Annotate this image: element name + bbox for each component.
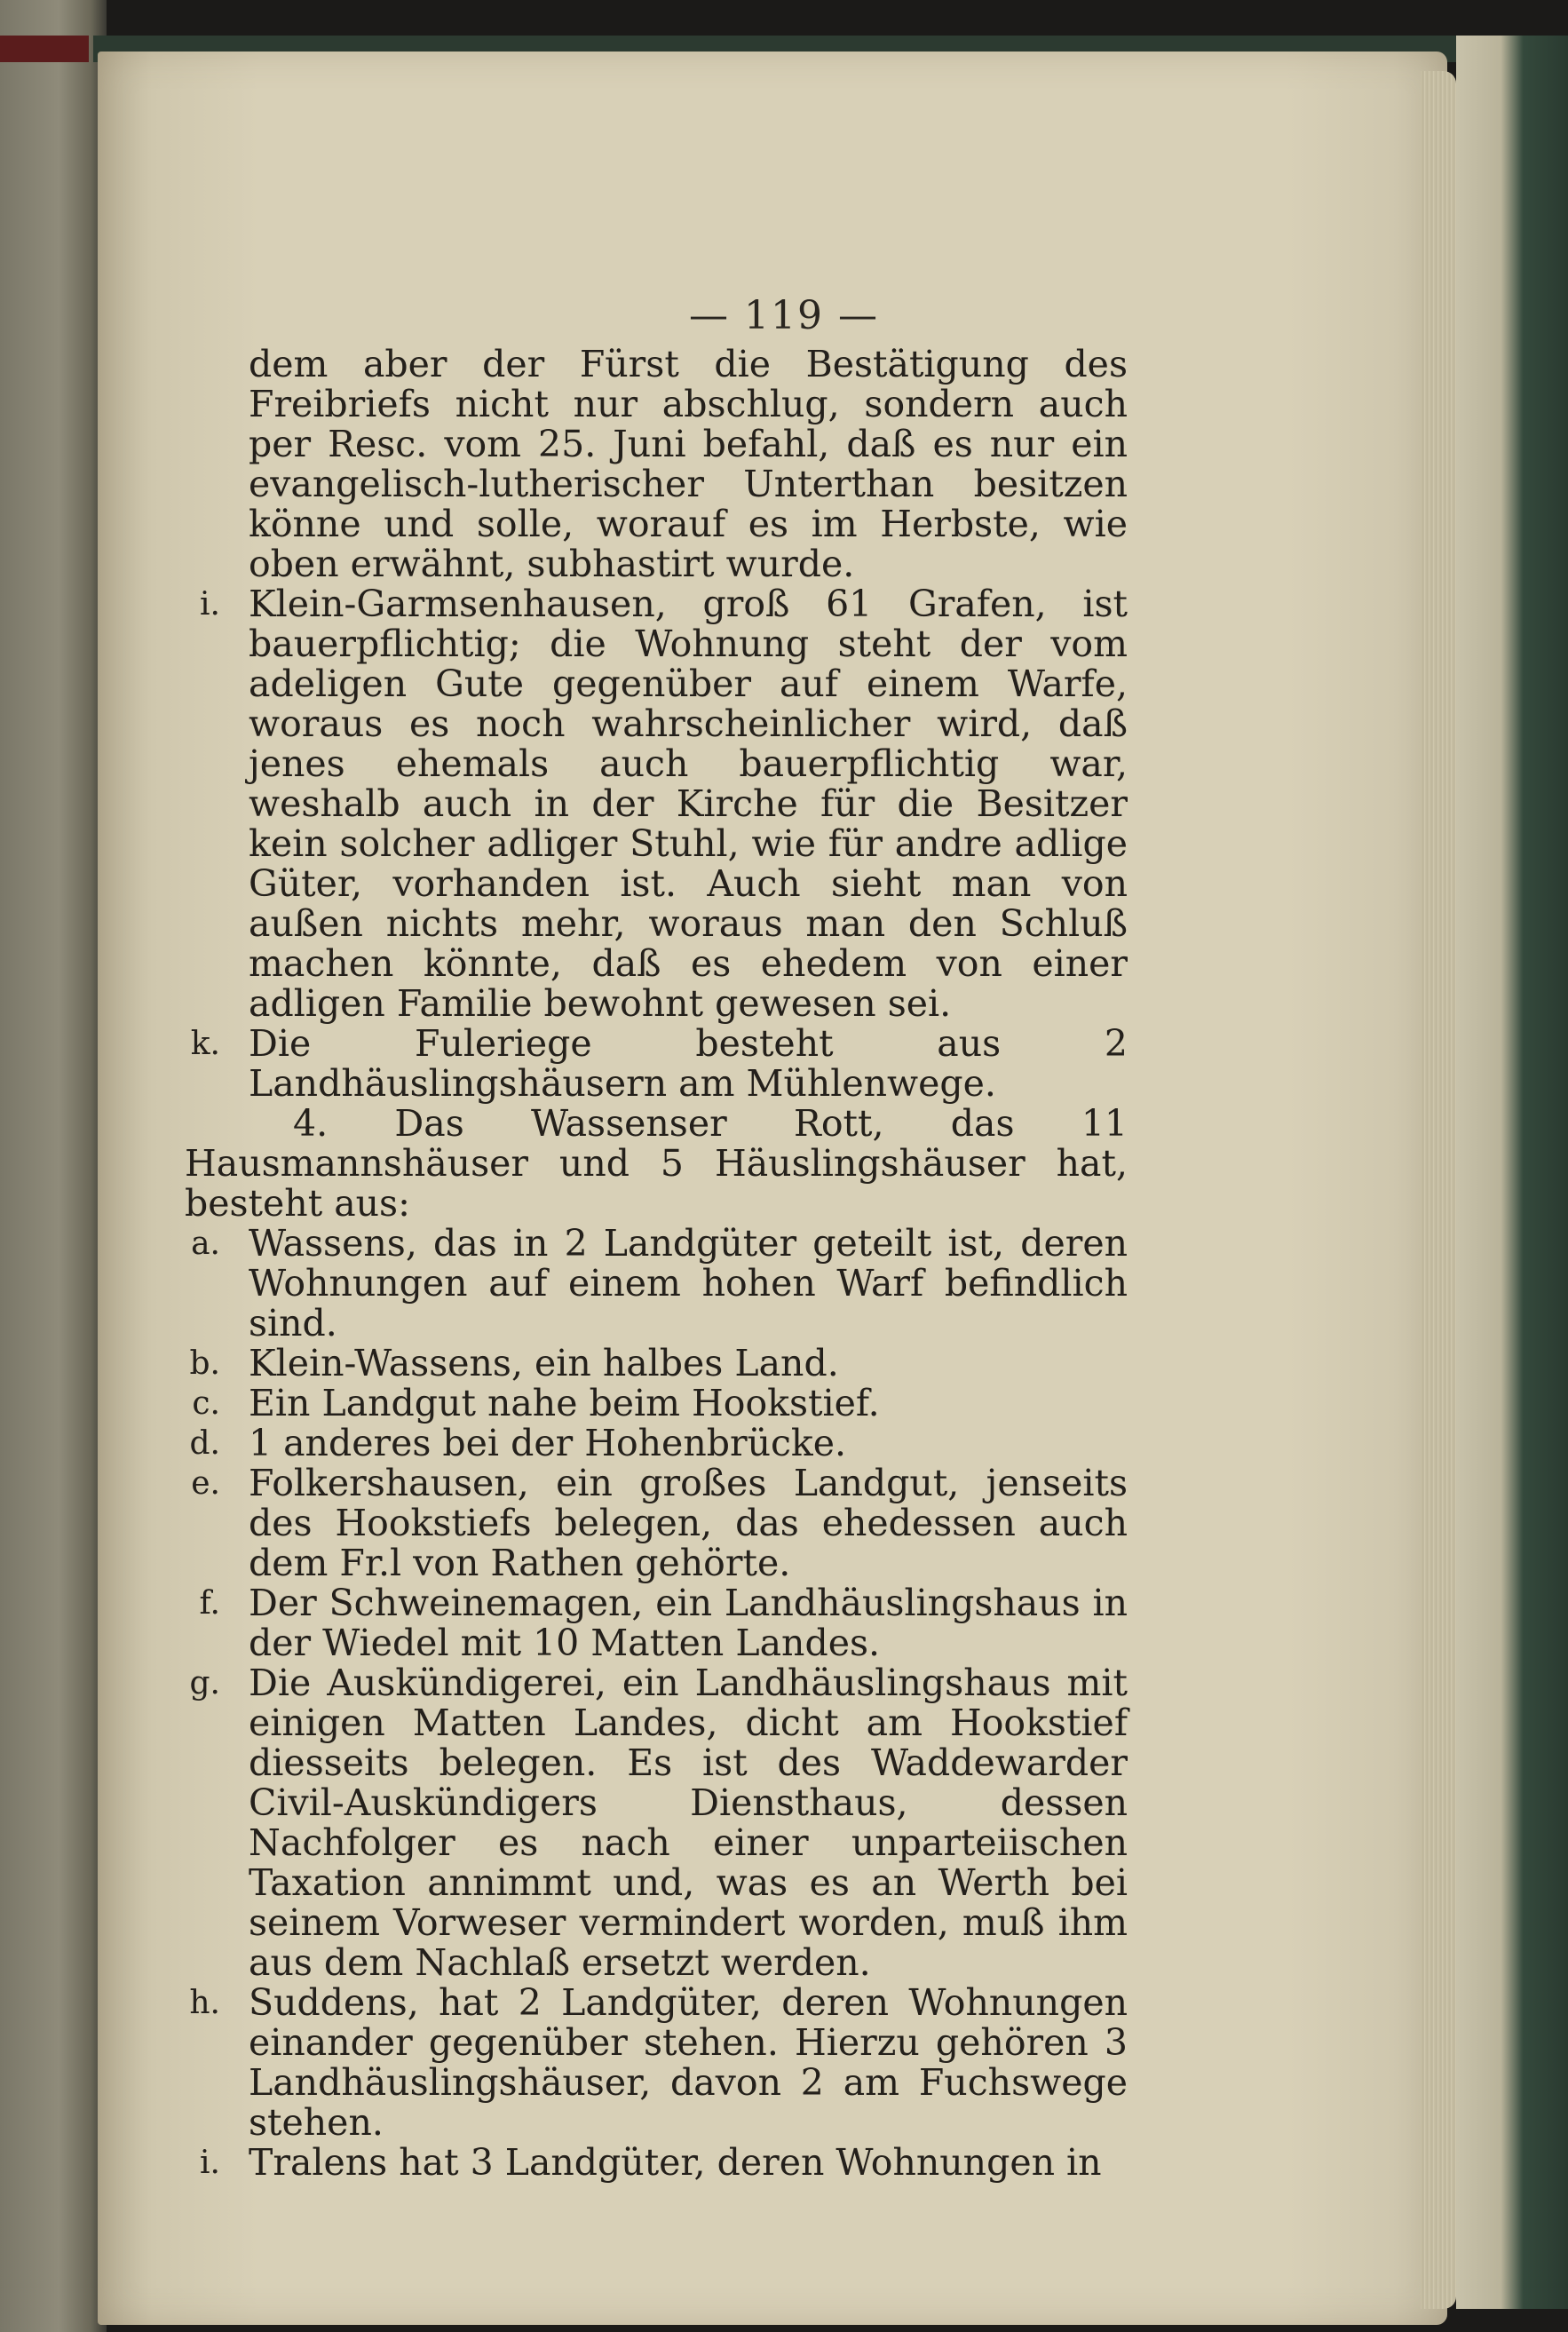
list-item-i-2 bbox=[200, 2141, 1128, 2184]
text-block bbox=[249, 345, 1128, 584]
block-text: Suddens, hat 2 Landgüter, deren Wohnungen einander gegenüber stehen. Hierzu gehören 3 Landhäuslingshäuser, davon 2 am Fuchswege stehen. bbox=[249, 1981, 1128, 2144]
list-item-b bbox=[189, 1342, 1128, 1384]
list-item-i bbox=[200, 583, 1128, 1025]
block-text: Die Fuleriege besteht aus 2 Landhäuslingshäusern am Mühlenwege. bbox=[249, 1022, 1128, 1105]
list-item-f bbox=[199, 1582, 1128, 1664]
block-text: Tralens hat 3 Landgüter, deren Wohnungen in bbox=[249, 2141, 1102, 2184]
page-text bbox=[185, 343, 1128, 2184]
block-text: Klein-Garmsenhausen, groß 61 Grafen, ist bauerpflichtig; die Wohnung steht der vom adeligen Gute gegenüber auf einem Warfe, woraus es noch wahrscheinlicher wird, daß jenes ehemals auch bauerpflichtig war, weshalb auch in der Kirche für die Besitzer kein solcher adliger Stuhl, wie für andre adlige Güter, vorhanden ist. Auch sieht man von außen nichts mehr, woraus man den Schluß machen könnte, daß es ehedem von einer adligen Familie bewohnt gewesen sei. bbox=[249, 583, 1128, 1025]
list-item-k bbox=[190, 1022, 1128, 1105]
book-cover-edge bbox=[0, 36, 89, 62]
item-marker: i. bbox=[200, 2145, 220, 2181]
item-marker: h. bbox=[189, 1985, 220, 2021]
block-text: Ein Landgut nahe beim Hookstief. bbox=[249, 1382, 880, 1424]
block-text: dem aber der Fürst die Bestätigung des Freibriefs nicht nur abschlug, sondern auch per Resc. vom 25. Juni befahl, daß es nur ein evangelisch-lutherischer Unterthan besitzen könne und solle, worauf es im Herbste, wie oben erwähnt, subhastirt wurde. bbox=[249, 343, 1128, 585]
block-text: Wassens, das in 2 Landgüter geteilt ist, deren Wohnungen auf einem hohen Warf befindlich sind. bbox=[249, 1222, 1128, 1344]
item-marker: k. bbox=[190, 1026, 220, 1062]
item-marker: b. bbox=[189, 1345, 220, 1382]
item-marker: a. bbox=[191, 1225, 220, 1262]
previous-page-edge bbox=[0, 0, 107, 2332]
list-item-d bbox=[189, 1422, 1128, 1464]
item-marker: e. bbox=[191, 1465, 220, 1502]
item-marker: f. bbox=[199, 1585, 220, 1622]
block-text: Klein-Wassens, ein halbes Land. bbox=[249, 1342, 839, 1384]
block-text: Der Schweinemagen, ein Landhäuslingshaus in der Wiedel mit 10 Matten Landes. bbox=[249, 1582, 1128, 1664]
item-marker: d. bbox=[189, 1425, 220, 1462]
block-text: 1 anderes bei der Hohenbrücke. bbox=[249, 1422, 847, 1464]
block-text: Die Auskündigerei, ein Landhäuslingshaus mit einigen Matten Landes, dicht am Hookstief diesseits belegen. Es ist des Waddewarder Civil-Auskündigers Diensthaus, dessen Nachfolger es nach einer unparteiischen Taxation annimmt und, was es an Werth bei seinem Vorweser vermindert worden, muß ihm aus dem Nachlaß ersetzt werden. bbox=[249, 1662, 1128, 1984]
page-stack-edges bbox=[1421, 71, 1456, 2309]
section-4-paragraph bbox=[185, 1102, 1128, 1225]
item-marker: c. bbox=[192, 1385, 220, 1422]
item-marker: g. bbox=[189, 1665, 220, 1701]
block-text: 4. Das Wassenser Rott, das 11 Hausmannshäuser und 5 Häuslingshäuser hat, besteht aus: bbox=[185, 1102, 1128, 1225]
list-item-a bbox=[191, 1222, 1128, 1344]
list-item-c bbox=[192, 1382, 1128, 1424]
item-marker: i. bbox=[200, 586, 220, 623]
block-text: Folkershausen, ein großes Landgut, jenseits des Hookstiefs belegen, das ehedessen auch dem Fr.l von Rathen gehörte. bbox=[249, 1462, 1128, 1584]
book-cover-right bbox=[1456, 36, 1568, 2309]
list-item-g bbox=[189, 1662, 1128, 1984]
list-item-e bbox=[191, 1462, 1128, 1584]
list-item-h bbox=[189, 1981, 1128, 2144]
page-number: — 119 — bbox=[689, 293, 879, 338]
